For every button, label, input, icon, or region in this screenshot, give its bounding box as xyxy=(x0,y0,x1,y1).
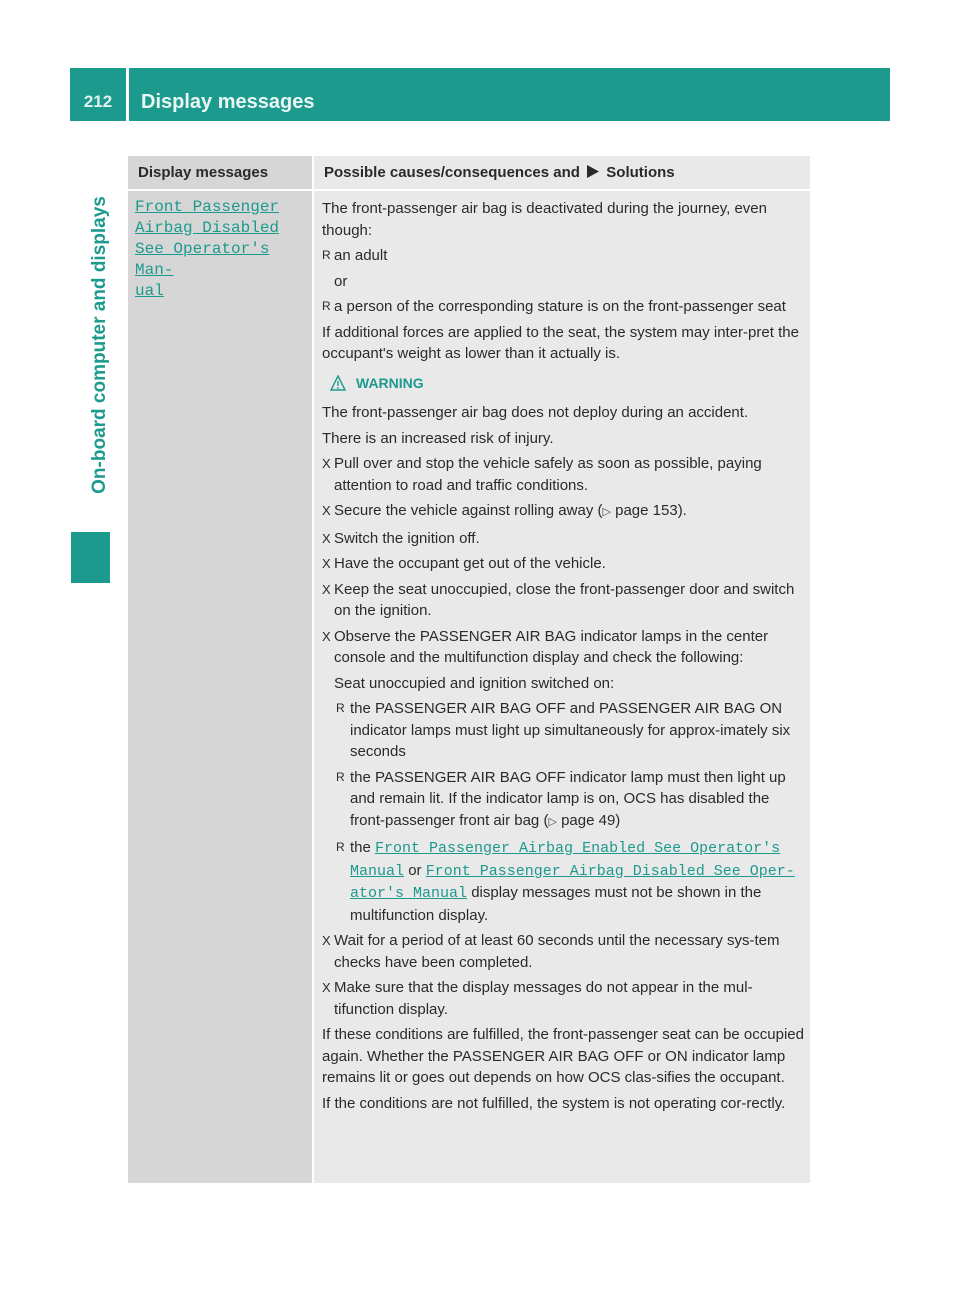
sub-bullet-text: the PASSENGER AIR BAG OFF indicator lamp must then light up and remain lit. If the indicator lamp is on, OCS has disabled the front-passenger front air bag ( xyxy=(350,768,786,829)
bullet-text: a person of the corresponding stature is on the front-passenger seat xyxy=(334,298,786,315)
step-item xyxy=(322,453,804,496)
sub-bullet-item xyxy=(322,837,804,926)
step-text: Pull over and stop the vehicle safely as soon as possible, paying attention to road and traffic conditions. xyxy=(334,455,762,494)
page-reference: page 49) xyxy=(561,811,621,829)
conclusion-paragraph: If these conditions are fulfilled, the front-passenger seat can be occupied again. Whether the PASSENGER AIR BAG OFF or ON indicator lamp remains lit or goes out depends on how OCS clas-sifies the occupant. xyxy=(322,1026,804,1086)
condition-text: Seat unoccupied and ignition switched on: xyxy=(334,674,615,692)
step-arrow-icon: X xyxy=(322,556,331,571)
chapter-marker-block xyxy=(71,532,110,583)
page-title: Display messages xyxy=(141,91,315,113)
bullet-icon: R xyxy=(336,840,345,854)
bullet-icon: R xyxy=(322,299,331,313)
warning-label: WARNING xyxy=(356,374,424,391)
step-arrow-icon: X xyxy=(322,456,331,471)
step-item xyxy=(322,528,804,550)
step-item xyxy=(322,500,804,524)
sub-bullet-text: display messages must not be shown in the multifunction display. xyxy=(350,884,762,924)
header-divider xyxy=(126,68,129,121)
step-arrow-icon: X xyxy=(322,503,331,518)
additional-paragraph: If additional forces are applied to the seat, the system may inter-pret the occupant's weight as lower than it actually is. xyxy=(322,323,799,362)
header-separator xyxy=(128,189,810,191)
sub-bullet-item xyxy=(322,698,804,763)
page-reference: page 153). xyxy=(615,502,687,519)
step-item xyxy=(322,553,804,575)
step-text: Wait for a period of at least 60 seconds until the necessary sys-tem checks have been completed. xyxy=(334,932,780,971)
step-text: Observe the PASSENGER AIR BAG indicator lamps in the center console and the multifunction display and check the following: xyxy=(334,627,769,666)
bullet-text: an adult xyxy=(334,247,388,264)
step-text: Switch the ignition off. xyxy=(334,529,480,547)
step-arrow-icon: X xyxy=(322,933,331,948)
warning-heading xyxy=(322,373,804,395)
step-text: Keep the seat unoccupied, close the front-passenger door and switch on the ignition. xyxy=(334,580,795,619)
step-arrow-icon: X xyxy=(322,530,331,546)
sub-bullet-or: or xyxy=(408,861,422,879)
sub-bullet-item xyxy=(322,767,804,834)
step-text: Make sure that the display messages do not appear in the mul-tifunction display. xyxy=(334,979,753,1018)
display-messages-table xyxy=(128,156,810,1183)
step-arrow-icon: X xyxy=(322,628,331,644)
intro-paragraph: The front-passenger air bag is deactivated during the journey, even though: xyxy=(322,200,767,239)
step-arrow-icon: X xyxy=(322,581,331,597)
page-number: 212 xyxy=(83,92,113,111)
bullet-icon: R xyxy=(336,701,345,715)
step-text: Secure the vehicle against rolling away ( xyxy=(334,502,603,519)
or-text: or xyxy=(334,272,348,290)
message-line: See Operator's Man- xyxy=(135,240,270,279)
warning-triangle-icon xyxy=(330,375,346,391)
warning-text: There is an increased risk of injury. xyxy=(322,429,554,447)
solution-text xyxy=(322,198,804,1118)
sub-bullet-the: the xyxy=(350,839,371,856)
sub-bullet-text: the PASSENGER AIR BAG OFF and PASSENGER AIR BAG ON indicator lamps must light up simultaneously for approx-imately six seconds xyxy=(350,700,791,760)
step-text: Have the occupant get out of the vehicle. xyxy=(334,555,606,572)
column-header-solutions-post: Solutions xyxy=(606,164,675,181)
display-message-reference: Front Passenger Airbag Disabled See Oper-ator's Manual xyxy=(350,862,795,902)
step-item xyxy=(322,579,804,622)
chapter-side-label-text: On-board computer and displays xyxy=(89,196,110,494)
column-header-messages: Display messages xyxy=(138,164,269,181)
bullet-item xyxy=(322,245,804,267)
message-line: Airbag Disabled xyxy=(135,219,280,237)
step-item xyxy=(322,626,804,669)
bullet-icon: R xyxy=(336,769,345,784)
column-header-solutions xyxy=(324,156,675,189)
message-column xyxy=(128,156,312,1183)
conclusion-paragraph: If the conditions are not fulfilled, the system is not operating cor-rectly. xyxy=(322,1094,786,1112)
message-line: Front Passenger xyxy=(135,198,280,216)
message-line: ual xyxy=(135,282,164,300)
display-message xyxy=(135,197,305,302)
bullet-item xyxy=(322,296,804,318)
display-message-reference: Front Passenger Airbag Enabled See Operator's Manual xyxy=(350,840,781,880)
page-reference-icon: ▷ xyxy=(602,506,611,518)
bullet-icon: R xyxy=(322,248,331,262)
step-item xyxy=(322,930,804,973)
column-header-solutions-pre: Possible causes/consequences and xyxy=(324,164,580,181)
play-arrow-icon xyxy=(587,165,599,178)
step-arrow-icon: X xyxy=(322,980,331,995)
warning-text: The front-passenger air bag does not deploy during an accident. xyxy=(322,404,749,421)
chapter-side-label xyxy=(85,160,115,530)
page-reference-icon: ▷ xyxy=(548,815,557,828)
step-item xyxy=(322,977,804,1020)
